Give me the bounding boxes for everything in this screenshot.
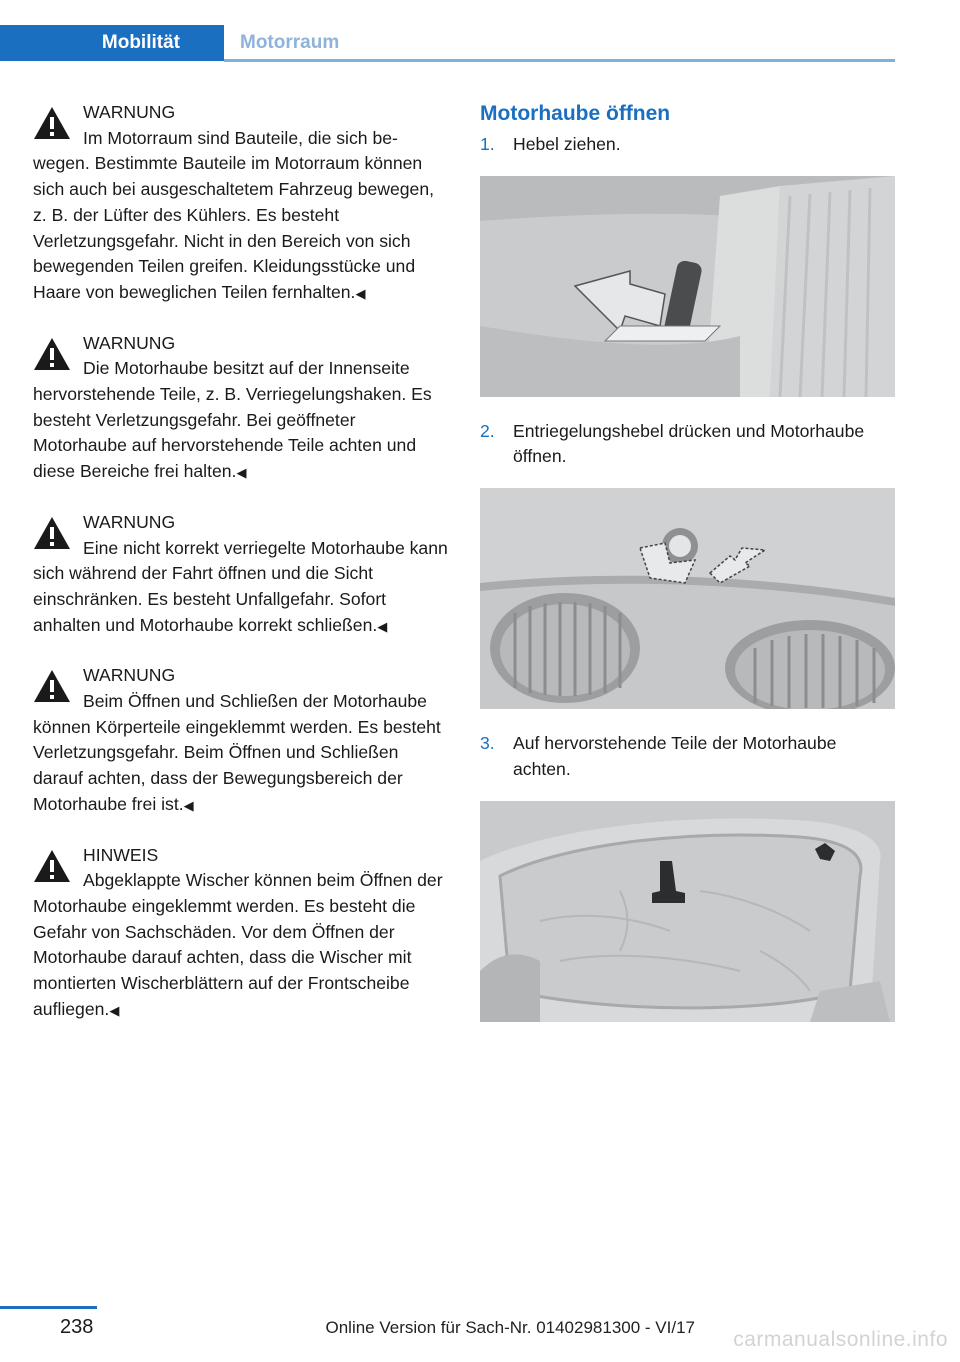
page-header xyxy=(0,0,895,62)
warning-title: WARNUNG xyxy=(83,102,176,122)
warning-triangle-icon xyxy=(33,337,71,371)
header-divider xyxy=(224,59,895,62)
warning-triangle-icon xyxy=(33,106,71,140)
step-item xyxy=(480,132,895,158)
end-mark-icon: ◀ xyxy=(109,1002,120,1018)
end-mark-icon: ◀ xyxy=(236,465,247,481)
warning-triangle-icon xyxy=(33,669,71,703)
warning-block xyxy=(33,331,448,486)
step-number: 3. xyxy=(480,733,495,754)
notice-block xyxy=(33,843,448,1024)
end-mark-icon: ◀ xyxy=(355,285,366,301)
warning-block xyxy=(33,510,448,640)
warning-text: Eine nicht korrekt verriegelte Motorhaube kann sich während der Fahrt öffnen und die Sicht einschränken. Es besteht Unfallgefahr. Sofort anhalten und Motorhaube korrekt schließen. xyxy=(33,537,448,635)
warning-title: WARNUNG xyxy=(83,332,176,353)
warning-text: Im Motorraum sind Bauteile, die sich bewegen. Bestimmte Bauteile im Motorraum können sich auch bei ausgeschaltetem Fahrzeug bewegen, z. B. der Lüfter des Kühlers. Es besteht Verletzungsgefahr. Nicht in den Bereich von sich bewegenden Teilen greifen. Kleidungsstücke und Haare von beweglichen Teilen fernhalten. xyxy=(33,127,434,302)
online-version-note: Online Version für Sach-Nr. 01402981300 - VI/17 xyxy=(325,1318,695,1337)
warning-triangle-icon xyxy=(33,516,71,550)
warning-block xyxy=(33,100,448,307)
warning-text: Beim Öffnen und Schließen der Motorhaube können Körperteile eingeklemmt werden. Es besteht Verletzungsgefahr. Beim Öffnen und Schließen darauf achten, dass der Bewegungsbereich der Motorhaube frei ist. xyxy=(33,691,441,814)
warning-block xyxy=(33,663,448,818)
step-number: 1. xyxy=(480,134,495,154)
end-mark-icon: ◀ xyxy=(377,618,388,634)
warning-text: Die Motorhaube besitzt auf der Innenseite hervorstehende Teile, z. B. Verriegelungshaken. Es besteht Verletzungsgefahr. Bei geöffneter Motorhaube auf hervorstehende Teile achten und diese Bereiche frei halten. xyxy=(33,358,432,482)
warnings-column xyxy=(33,100,448,1048)
notice-text: Abgeklappte Wischer können beim Öffnen der Motorhaube eingeklemmt werden. Es besteht die Gefahr von Sachschäden. Vor dem Öffnen der Motorhaube darauf achten, dass die Wischer mit montierten Wischerblättern auf der Frontscheibe aufliegen. xyxy=(33,870,443,1019)
step-item xyxy=(480,419,895,470)
warning-title: WARNUNG xyxy=(83,665,176,686)
hood-release-lever-illustration xyxy=(480,176,895,397)
footer-divider xyxy=(0,1306,97,1309)
step-text: Entriegelungshebel drücken und Motorhaube öffnen. xyxy=(513,420,865,467)
page-number: 238 xyxy=(60,1316,94,1338)
step-item xyxy=(480,731,895,782)
tab-motorraum[interactable]: Motorraum xyxy=(240,32,340,53)
watermark: carmanualsonline.info xyxy=(733,1328,948,1351)
section-title: Motorhaube öffnen xyxy=(480,102,671,125)
step-text: Hebel ziehen. xyxy=(513,134,621,154)
step-number: 2. xyxy=(480,420,495,441)
notice-title: HINWEIS xyxy=(83,844,159,865)
tab-mobilitaet[interactable]: Mobilität xyxy=(0,25,224,61)
step-text: Auf hervorstehende Teile der Motorhaube achten. xyxy=(513,733,837,779)
hood-unlock-illustration xyxy=(480,488,895,709)
warning-triangle-icon xyxy=(33,849,71,883)
procedure-column xyxy=(480,100,895,1044)
end-mark-icon: ◀ xyxy=(183,797,194,813)
warning-title: WARNUNG xyxy=(83,511,176,532)
hood-underside-illustration xyxy=(480,801,895,1022)
